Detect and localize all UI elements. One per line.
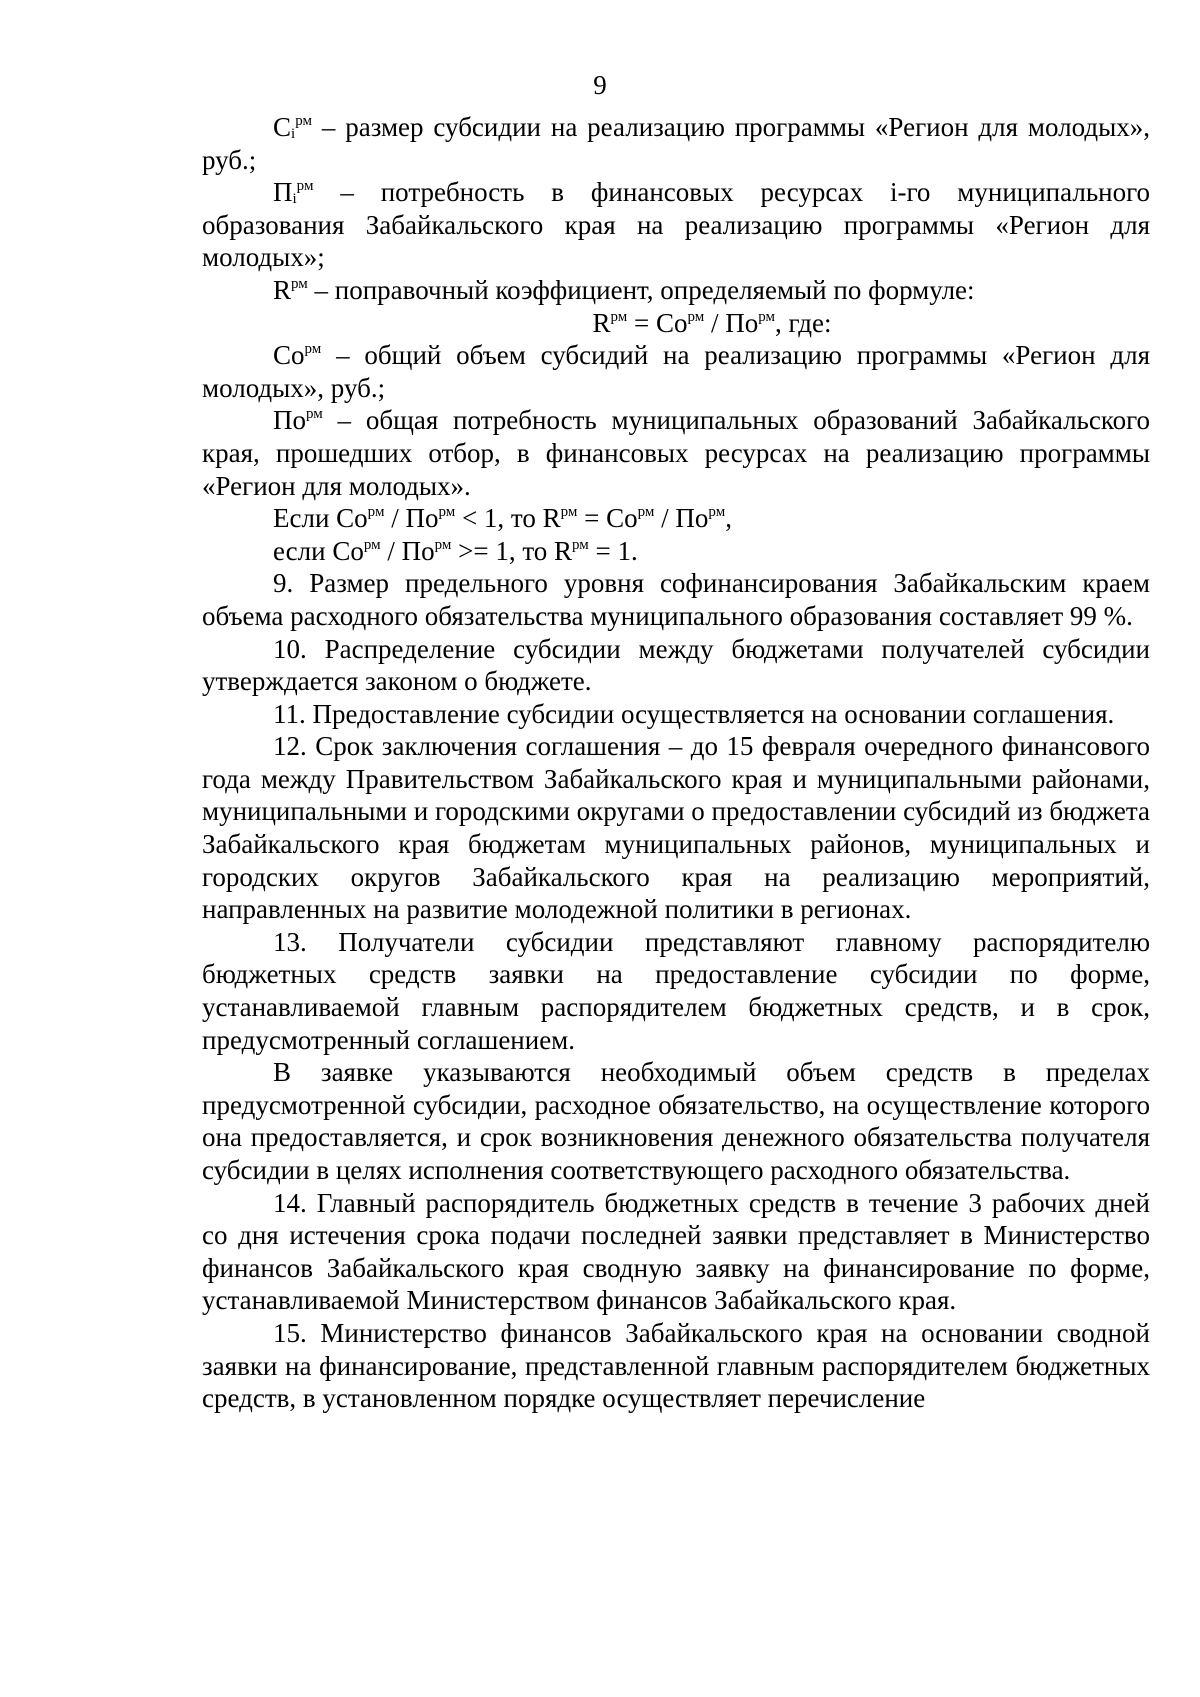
text-run: >= 1, то R xyxy=(451,535,573,566)
text-run: 15. Министерство финансов Забайкальского края на основании сводной заявки на финансирование, представленной главным распорядителем бюджетных средств, в установленном порядке осуществляет перечисление xyxy=(202,1317,1150,1414)
superscript: рм xyxy=(637,504,655,521)
text-run: R xyxy=(273,274,292,305)
text-run: / По xyxy=(654,503,709,534)
superscript: рм xyxy=(304,341,322,358)
text-run: 13. Получатели субсидии представляют главному распорядителю бюджетных средств заявки на предоставление субсидии по форме, устанавливаемой главным распорядителем бюджетных средств, и в срок, предусмотренный соглашением. xyxy=(202,926,1150,1055)
superscript: рм xyxy=(572,536,589,553)
superscript: рм xyxy=(610,308,628,325)
superscript: рм xyxy=(687,308,705,325)
text-run: 12. Срок заключения соглашения – до 15 февраля очередного финансового года между Правительством Забайкальского края и муниципальными районами, муниципальными и городскими округами о предоставлении субсидий из бюджета Забайкальского края бюджетам муниципальных районов, муниципальных и городских округов Забайкальского края на реализацию мероприятий, направленных на развитие молодежной политики в регионах. xyxy=(202,731,1150,925)
formula-line xyxy=(202,307,1150,340)
subscript: i xyxy=(292,191,297,208)
text-run: < 1, то R xyxy=(455,503,561,534)
paragraph xyxy=(202,274,1150,307)
page-number: 9 xyxy=(593,70,607,100)
paragraph xyxy=(202,404,1150,502)
text-run: , где: xyxy=(775,307,832,338)
text-run: / По xyxy=(384,503,439,534)
superscript: рм xyxy=(560,504,578,521)
paragraph xyxy=(202,1187,1150,1317)
text-run: П xyxy=(273,177,293,208)
superscript: рм xyxy=(758,308,776,325)
superscript: рм xyxy=(367,504,385,521)
paragraph xyxy=(202,633,1150,698)
paragraph xyxy=(202,339,1150,404)
text-run: 10. Распределение субсидии между бюджетами получателей субсидии утверждается законом о бюджете. xyxy=(202,633,1150,697)
text-run: = Со xyxy=(627,307,688,338)
text-run: R xyxy=(592,307,611,338)
superscript: рм xyxy=(295,113,312,129)
text-run: – общая потребность муниципальных образований Забайкальского края, прошедших отбор, в финансовых ресурсах на реализацию программы «Регион для молодых». xyxy=(202,405,1150,501)
superscript: рм xyxy=(291,275,308,292)
text-run: По xyxy=(273,405,306,436)
paragraph xyxy=(202,502,1150,535)
text-run: 11. Предоставление субсидии осуществляется на основании соглашения. xyxy=(273,698,1115,729)
superscript: рм xyxy=(306,406,323,423)
text-run: – общий объем субсидий на реализацию программы «Регион для молодых», руб.; xyxy=(202,340,1150,403)
text-run: 9. Размер предельного уровня софинансирования Забайкальским краем объема расходного обязательства муниципального образования составляет 99 %. xyxy=(202,568,1150,631)
paragraph xyxy=(202,176,1150,274)
paragraph xyxy=(202,698,1150,731)
text-run: = 1. xyxy=(588,535,638,566)
subscript: i xyxy=(291,126,296,142)
paragraph xyxy=(202,1317,1150,1415)
document-body xyxy=(202,111,1150,1415)
text-run: 14. Главный распорядитель бюджетных средств в течение 3 рабочих дней со дня истечения срока подачи последней заявки представляет в Министерство финансов Забайкальского края сводную заявку на финансирование по форме, устанавливаемой Министерством финансов Забайкальского края. xyxy=(202,1187,1150,1316)
paragraph xyxy=(202,1056,1150,1186)
text-run: – размер субсидии на реализацию программы «Регион для молодых», руб.; xyxy=(202,112,1150,175)
paragraph xyxy=(202,730,1150,926)
text-run: Со xyxy=(273,340,305,371)
superscript: рм xyxy=(363,536,381,553)
text-run: / По xyxy=(704,307,759,338)
paragraph xyxy=(202,535,1150,568)
text-run: если Со xyxy=(273,535,364,566)
superscript: рм xyxy=(438,504,456,521)
paragraph xyxy=(202,111,1150,176)
superscript: рм xyxy=(434,536,452,553)
text-run: – поправочный коэффициент, определяемый по формуле: xyxy=(307,274,975,305)
text-run: С xyxy=(273,112,292,142)
paragraph xyxy=(202,926,1150,1056)
superscript: рм xyxy=(708,504,726,521)
text-run: В заявке указываются необходимый объем средств в пределах предусмотренной субсидии, расходное обязательство, на осуществление которого она предоставляется, и срок возникновения денежного обязательства получателя субсидии в целях исполнения соответствующего расходного обязательства. xyxy=(202,1057,1150,1185)
paragraph xyxy=(202,567,1150,632)
text-run: = Со xyxy=(577,503,638,534)
text-run: Если Со xyxy=(273,503,368,534)
text-run: , xyxy=(725,503,732,534)
text-run: – потребность в финансовых ресурсах i-го муниципального образования Забайкальского края на реализацию программы «Регион для молодых»; xyxy=(202,177,1150,273)
superscript: рм xyxy=(296,178,314,195)
text-run: / По xyxy=(380,535,435,566)
